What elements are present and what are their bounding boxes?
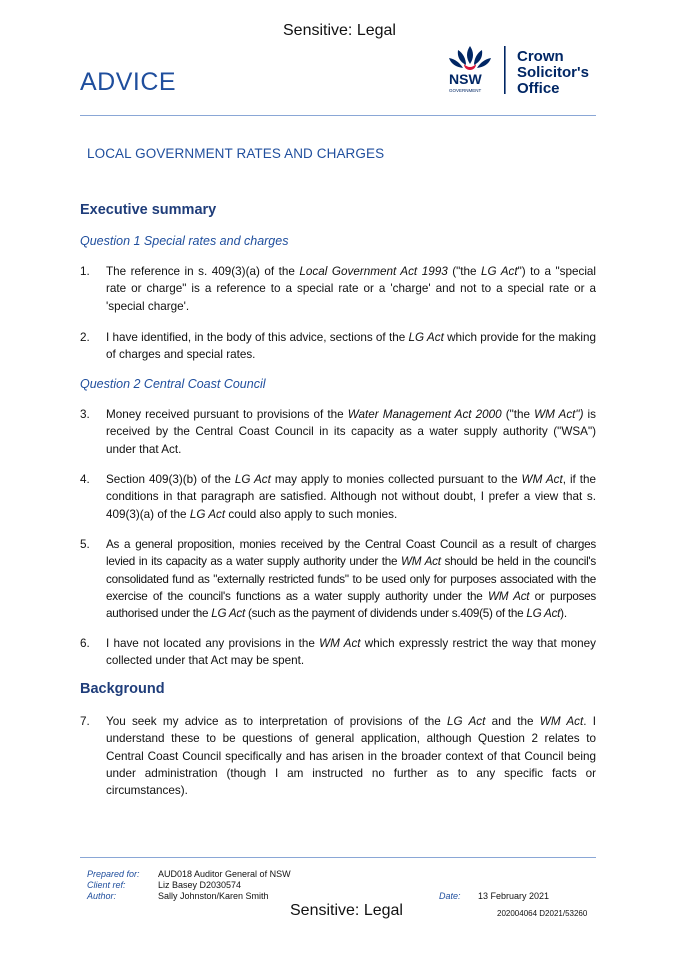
footer-prepared-for-label: Prepared for:	[87, 869, 140, 879]
heading-background: Background	[80, 681, 165, 697]
paragraph-number: 2.	[80, 331, 90, 344]
footer-date-label: Date:	[439, 891, 461, 901]
footer-prepared-for-value: AUD018 Auditor General of NSW	[158, 869, 291, 879]
waratah-icon	[445, 42, 605, 100]
paragraph-2: 2. I have identified, in the body of this advice, sections of the LG Act which provide for the making of charges and special rates.	[80, 331, 596, 362]
government-logo-text: GOVERNMENT	[449, 88, 482, 93]
paragraph-number: 4.	[80, 473, 90, 486]
paragraph-1: 1. The reference in s. 409(3)(a) of the Local Government Act 1993 ("the LG Act") to a "special rate or charge" is a reference to a special rate or a 'charge' and not to a special rate or a 'special charge'.	[80, 265, 597, 313]
crown-solicitors-office-logo	[445, 42, 605, 100]
paragraph-5: 5. As a general proposition, monies received by the Central Coast Council as a result of charges levied in its capacity as a water supply authority under the WM Act should be held in the council's consolidated fund as "externally restricted funds" to be used only for purposes associated with the exercise of the council's functions as a water supply authority under the WM Act or purposes authorised under the LG Act (such as the payment of dividends under s.409(5) of the LG Act).	[80, 538, 597, 621]
footer-author-label: Author:	[87, 891, 117, 901]
paragraph-number: 5.	[80, 538, 90, 551]
footer-client-ref-value: Liz Basey D2030574	[158, 880, 242, 890]
org-name-line3: Office	[517, 80, 560, 97]
footer-date-value: 13 February 2021	[478, 891, 550, 901]
classification-footer: Sensitive: Legal	[290, 902, 403, 919]
heading-question-1: Question 1 Special rates and charges	[80, 234, 289, 248]
document-reference: 202004064 D2021/53260	[497, 909, 588, 918]
classification-header: Sensitive: Legal	[283, 22, 396, 39]
heading-question-2: Question 2 Central Coast Council	[80, 377, 266, 391]
org-name-line2: Solicitor's	[517, 64, 589, 81]
paragraph-4: 4. Section 409(3)(b) of the LG Act may apply to monies collected pursuant to the WM Act, if the conditions in that paragraph are satisfied. Although not without doubt, I prefer a view that s. 409(3)(a) of the LG Act could also apply to such monies.	[80, 473, 596, 521]
footer-author-value: Sally Johnston/Karen Smith	[158, 891, 269, 901]
org-name-line1: Crown	[517, 48, 564, 65]
footer-client-ref-label: Client ref:	[87, 880, 126, 890]
advice-subject: LOCAL GOVERNMENT RATES AND CHARGES	[87, 146, 385, 161]
nsw-logo-text: NSW	[449, 71, 482, 87]
header-divider	[80, 115, 596, 116]
paragraph-7: 7. You seek my advice as to interpretation of provisions of the LG Act and the WM Act. I understand these to be questions of general application, although Question 2 relates to Central Coast Council specifically and has arisen in the broader context of that Council being under administration (though I am instructed no further as to any specific facts or circumstances).	[80, 715, 596, 798]
paragraph-number: 7.	[80, 715, 90, 728]
paragraph-number: 1.	[80, 265, 90, 278]
paragraph-number: 6.	[80, 637, 90, 650]
paragraph-3: 3. Money received pursuant to provisions of the Water Management Act 2000 ("the WM Act") is received by the Central Coast Council in its capacity as a water supply authority ("WSA") under that Act.	[80, 408, 596, 456]
paragraph-number: 3.	[80, 408, 90, 421]
page-title: ADVICE	[80, 68, 177, 96]
paragraph-6: 6. I have not located any provisions in the WM Act which expressly restrict the way that money collected under that Act may be spent.	[80, 637, 596, 668]
footer-divider	[80, 857, 596, 858]
heading-executive-summary: Executive summary	[80, 202, 217, 218]
